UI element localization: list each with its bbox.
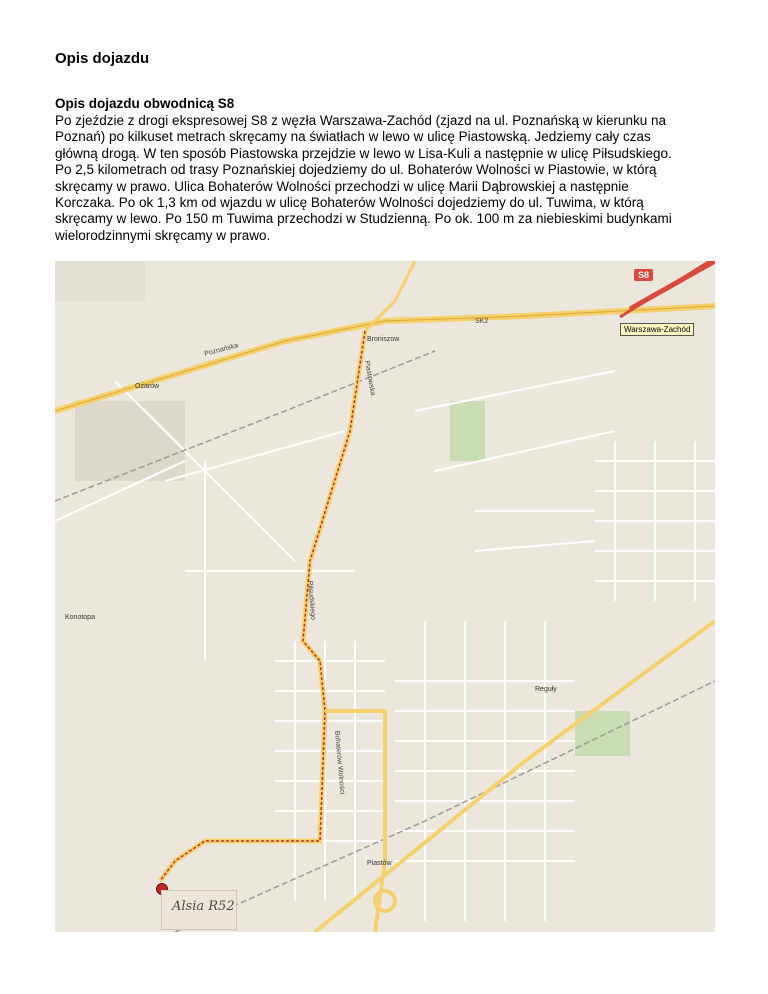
s8-badge: S8 (634, 269, 653, 281)
section-title: Opis dojazdu obwodnicą S8 (55, 96, 235, 111)
route-map (55, 261, 715, 932)
company-logo (161, 890, 237, 930)
label-sk2: SK2 (475, 318, 489, 325)
directions-line: Po 2,5 kilometrach od trasy Poznańskiej dojedziemy do ul. Bohaterów Wolności w Piastowie, w którą (55, 162, 657, 178)
map-graphic (55, 261, 715, 932)
label-poznanska: Poznańska (203, 342, 239, 358)
label-piastow: Piastów (367, 860, 392, 867)
page-title: Opis dojazdu (55, 50, 150, 67)
logo-text: Alsia R52 (172, 899, 235, 914)
directions-line: skręcamy w prawo. Ulica Bohaterów Wolności przechodzi w ulicę Marii Dąbrowskiej a następnie (55, 178, 629, 194)
directions-line: wielorodzinnymi skręcamy w prawo. (55, 227, 271, 243)
label-pilsudskiego: Piłsudskiego (306, 580, 317, 621)
label-reguly: Reguły (535, 686, 557, 693)
directions-line: Poznań) po kilkuset metrach skręcamy na światłach w lewo w ulicę Piastowską. Jedziemy cały czas (55, 129, 651, 145)
directions-line: Korczaka. Po ok 1,3 km od wjazdu w ulicę Bohaterów Wolności dojedziemy do ul. Tuwima, w którą (55, 195, 644, 211)
directions-line: skręcamy w lewo. Po 150 m Tuwima przechodzi w Studzienną. Po ok. 100 m za niebieskimi budynkami (55, 211, 672, 227)
directions-text (55, 113, 715, 244)
label-piastowska: Piastowska (363, 360, 377, 397)
label-bohaterow: Bohaterów Wolności (333, 730, 346, 795)
junction-label: Warszawa-Zachód (620, 323, 694, 336)
directions-line: główną drogą. W ten sposób Piastowska przejdzie w lewo w Lisa-Kuli a następnie w ulicę Piłsudskiego. (55, 145, 672, 161)
label-broniszow: Broniszow (367, 336, 400, 343)
label-ozarow: Ożarów (135, 383, 160, 390)
label-konotopa: Konotopa (65, 614, 95, 621)
directions-line: Po zjeździe z drogi ekspresowej S8 z węzła Warszawa-Zachód (zjazd na ul. Poznańską w kierunku na (55, 113, 667, 128)
